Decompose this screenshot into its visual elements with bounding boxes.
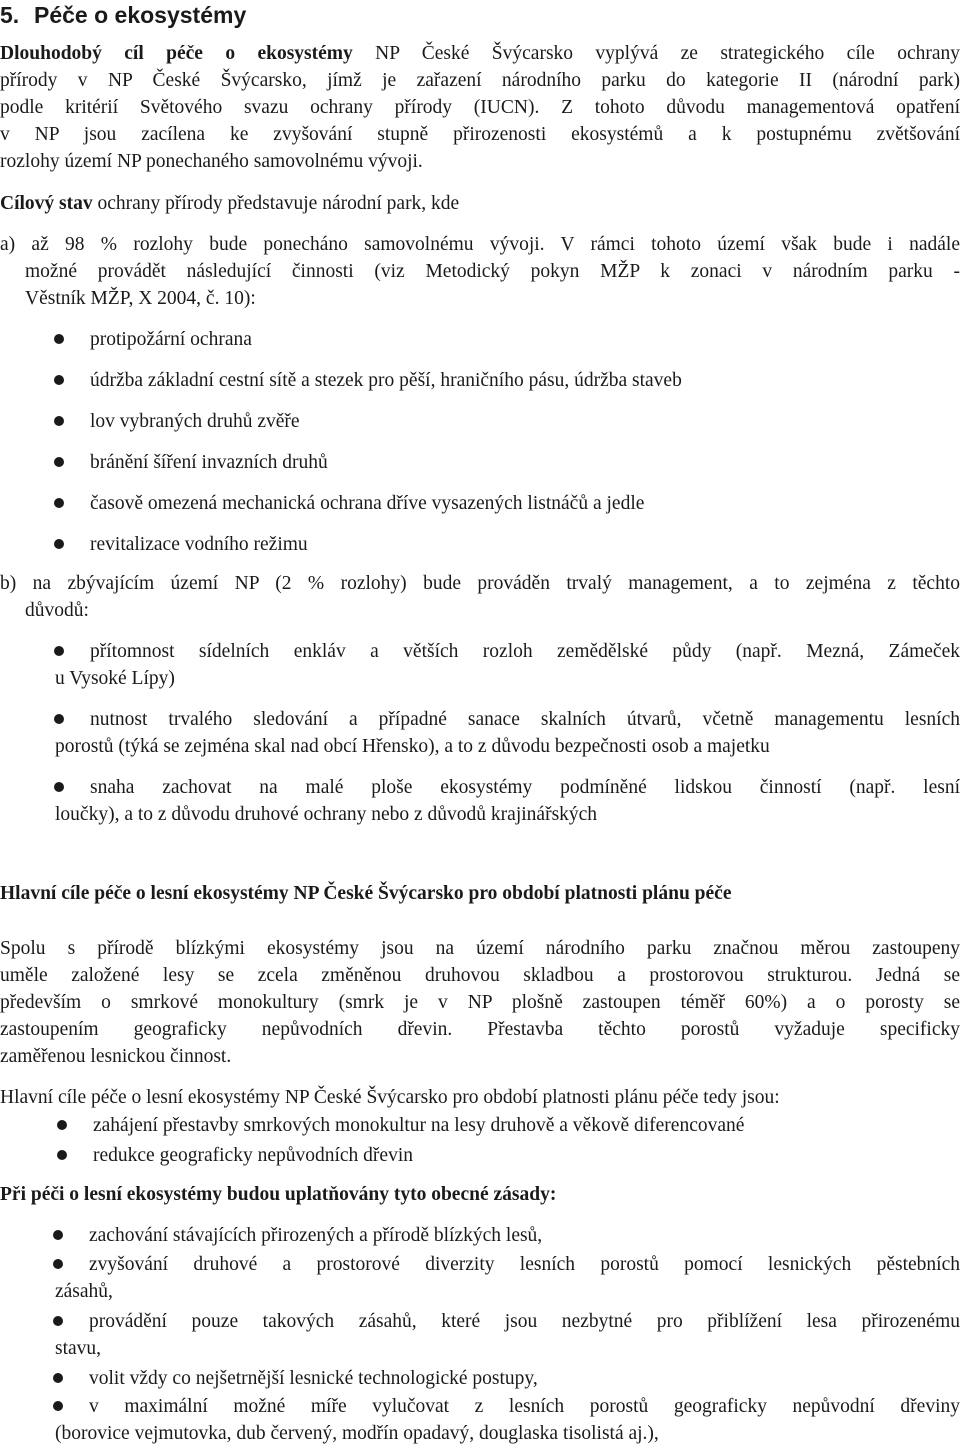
bullet-icon: [54, 375, 64, 385]
list-item: [0, 531, 960, 558]
list-item-line-1: zvyšování druhové a prostorové diverzity lesních porostů pomocí lesnických pěstebních: [89, 1254, 960, 1275]
list-item: [0, 1222, 960, 1249]
item-a-line-1: a) až 98 % rozlohy bude ponecháno samovolnému vývoji. V rámci tohoto území však bude i nadále: [0, 234, 960, 255]
list-item-line-1: nutnost trvalého sledování a případné sanace skalních útvarů, včetně managementu lesních: [90, 709, 960, 730]
intro-line-1-text: NP České Švýcarsko vyplývá ze strategického cíle ochrany: [352, 43, 960, 64]
item-b-line-1: b) na zbývajícím území NP (2 % rozlohy) bude prováděn trvalý management, a to zejména z těchto: [0, 573, 960, 594]
list-item: [0, 367, 960, 394]
list-item-line-2: zásahů,: [55, 1281, 113, 1302]
bullet-icon: [54, 646, 64, 656]
intro-line-5: rozlohy území NP ponechaného samovolnému vývoji.: [0, 151, 423, 172]
intro-line-2: přírody v NP České Švýcarsko, jímž je zařazení národního parku do kategorie II (národní park): [0, 70, 960, 91]
list-item: [0, 1365, 960, 1392]
list-item-text: revitalizace vodního režimu: [90, 534, 308, 555]
list-item-text: časově omezená mechanická ochrana dříve vysazených listnáčů a jedle: [90, 493, 645, 514]
bullet-icon: [54, 457, 64, 467]
list-item: [0, 1112, 960, 1139]
bullet-icon: [53, 1259, 63, 1269]
item-b-line-2: důvodů:: [25, 600, 89, 621]
list-item-line-1: snaha zachovat na malé ploše ekosystémy podmíněné lidskou činností (např. lesní: [90, 777, 960, 798]
section-heading: [0, 1, 246, 29]
target-state-text: ochrany přírody představuje národní park, kde: [92, 193, 460, 214]
bullet-icon: [54, 498, 64, 508]
intro-line-4: v NP jsou zacílena ke zvyšování stupně přirozenosti ekosystémů a k postupnému zvětšování: [0, 124, 960, 145]
list-item-text: zachování stávajících přirozených a přírodě blízkých lesů,: [89, 1225, 543, 1246]
forest-heading: Hlavní cíle péče o lesní ekosystémy NP České Švýcarsko pro období platnosti plánu péče: [0, 883, 732, 904]
target-state-line: [0, 190, 960, 217]
list-item-text: volit vždy co nejšetrnější lesnické technologické postupy,: [89, 1368, 538, 1389]
list-item: [0, 408, 960, 435]
list-item: [0, 774, 960, 828]
bullet-icon: [57, 1120, 67, 1130]
intro-line-1: [0, 40, 960, 67]
intro-lead-bold: Dlouhodobý cíl péče o ekosystémy: [0, 43, 353, 64]
bullet-icon: [53, 1230, 63, 1240]
principles-heading: Při péči o lesní ekosystémy budou uplatňovány tyto obecné zásady:: [0, 1184, 557, 1205]
list-item-line-2: u Vysoké Lípy): [55, 668, 175, 689]
goals-intro: Hlavní cíle péče o lesní ekosystémy NP České Švýcarsko pro období platnosti plánu péče tedy jsou:: [0, 1087, 780, 1108]
forest-para-line-3: především o smrkové monokultury (smrk je v NP plošně zastoupen téměř 60%) a o porosty se: [0, 992, 960, 1013]
item-a-line-2: možné provádět následující činnosti (viz Metodický pokyn MŽP k zonaci v národním parku -: [25, 261, 960, 282]
list-item-line-2: stavu,: [55, 1338, 102, 1359]
bullet-icon: [54, 416, 64, 426]
list-item-text: protipožární ochrana: [90, 329, 252, 350]
list-item: [0, 638, 960, 692]
list-item-line-2: porostů (týká se zejména skal nad obcí Hřensko), a to z důvodu bezpečnosti osob a majetku: [55, 736, 770, 757]
bullet-icon: [53, 1316, 63, 1326]
forest-para-line-5: zaměřenou lesnickou činnost.: [0, 1046, 232, 1067]
list-item-text: redukce geograficky nepůvodních dřevin: [93, 1145, 413, 1166]
list-item: [0, 1393, 960, 1447]
intro-line-3: podle kritérií Světového svazu ochrany přírody (IUCN). Z tohoto důvodu managementová opatření: [0, 97, 960, 118]
list-item-text: bránění šíření invazních druhů: [90, 452, 328, 473]
list-item: [0, 1308, 960, 1362]
list-item: [0, 490, 960, 517]
forest-para-line-1: Spolu s přírodě blízkými ekosystémy jsou na území národního parku značnou měrou zastoupeny: [0, 938, 960, 959]
list-item-line-2: (borovice vejmutovka, dub červený, modřín opadavý, douglaska tisolistá aj.),: [55, 1423, 659, 1444]
list-item-text: údržba základní cestní sítě a stezek pro pěší, hraničního pásu, údržba staveb: [90, 370, 682, 391]
list-item-line-2: loučky), a to z důvodu druhové ochrany nebo z důvodů krajinářských: [55, 804, 598, 825]
list-item: [0, 706, 960, 760]
bullet-icon: [57, 1150, 67, 1160]
bullet-icon: [53, 1373, 63, 1383]
list-item-text: lov vybraných druhů zvěře: [90, 411, 300, 432]
list-item: [0, 1142, 960, 1169]
list-item-text: zahájení přestavby smrkových monokultur na lesy druhově a věkově diferencované: [93, 1115, 745, 1136]
section-number: 5.: [0, 2, 20, 28]
bullet-icon: [53, 1401, 63, 1411]
list-item-line-1: provádění pouze takových zásahů, které jsou nezbytné pro přiblížení lesa přirozenému: [89, 1311, 960, 1332]
list-item-line-1: přítomnost sídelních enkláv a větších rozloh zemědělské půdy (např. Mezná, Zámeček: [90, 641, 960, 662]
list-item: [0, 1251, 960, 1305]
list-item: [0, 449, 960, 476]
forest-para-line-2: uměle založené lesy se zcela změněnou druhovou skladbou a prostorovou strukturou. Jedná se: [0, 965, 960, 986]
list-item: [0, 326, 960, 353]
bullet-icon: [54, 714, 64, 724]
target-state-bold: Cílový stav: [0, 193, 93, 214]
section-title: Péče o ekosystémy: [34, 2, 247, 28]
bullet-icon: [54, 334, 64, 344]
forest-para-line-4: zastoupením geograficky nepůvodních dřevin. Přestavba těchto porostů vyžaduje specificky: [0, 1019, 960, 1040]
list-item-line-1: v maximální možné míře vylučovat z lesních porostů geograficky nepůvodní dřeviny: [89, 1396, 960, 1417]
bullet-icon: [54, 782, 64, 792]
item-a-line-3: Věstník MŽP, X 2004, č. 10):: [25, 288, 256, 309]
bullet-icon: [54, 539, 64, 549]
